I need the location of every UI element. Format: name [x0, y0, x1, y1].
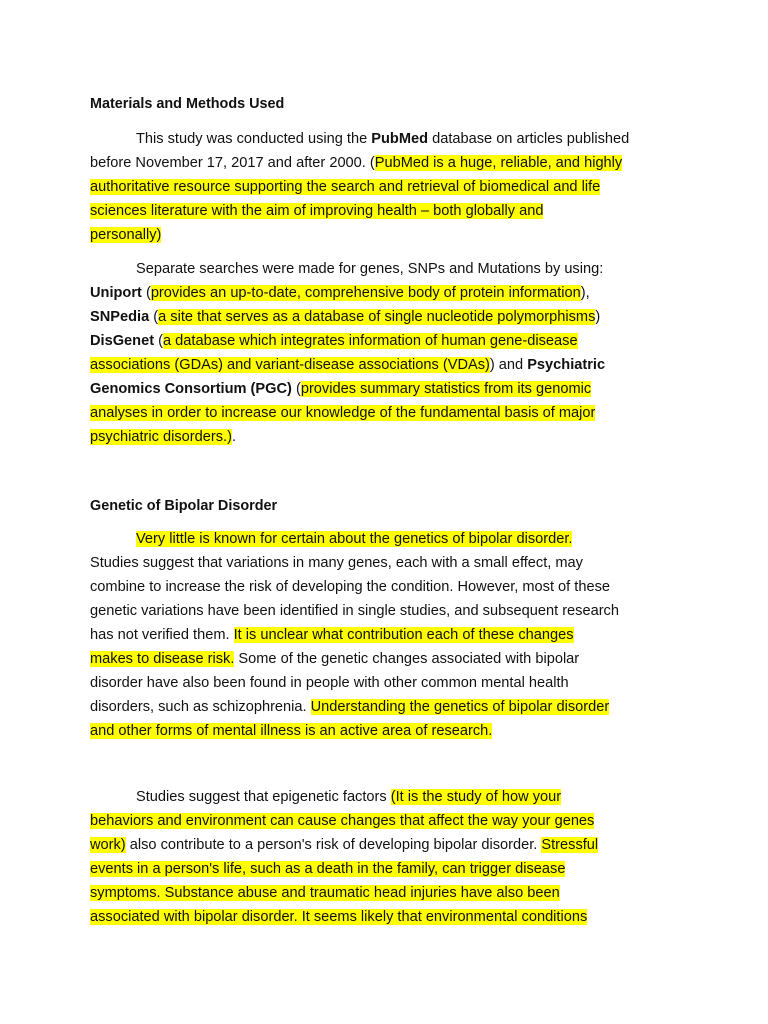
highlighted-text: (It is the study of how your [390, 789, 562, 805]
text-line [90, 785, 686, 809]
text-line [90, 833, 686, 857]
highlighted-text: psychiatric disorders.) [90, 429, 232, 445]
text-line [90, 353, 686, 377]
text-line [90, 647, 686, 671]
bold-term-pgc: Genomics Consortium (PGC) [90, 381, 292, 397]
section-heading-genetic-bipolar: Genetic of Bipolar Disorder [90, 498, 278, 514]
text-run: Separate searches were made for genes, SNPs and Mutations by using: [136, 261, 604, 277]
text-line [90, 809, 686, 833]
text-run: also contribute to a person's risk of developing bipolar disorder. [125, 837, 542, 853]
bold-term-snpedia: SNPedia [90, 309, 150, 325]
text-line [90, 377, 686, 401]
text-run: This study was conducted using the [136, 131, 372, 147]
text-line [90, 223, 686, 247]
text-line [90, 281, 686, 305]
text-line [90, 127, 686, 151]
text-line [90, 527, 686, 551]
text-line [90, 401, 686, 425]
text-run: ), [580, 285, 590, 301]
text-line [90, 575, 686, 599]
text-run: . [231, 429, 236, 445]
text-line [90, 623, 686, 647]
text-run: database on articles published [428, 131, 630, 147]
text-run: Some of the genetic changes associated with bipolar [234, 651, 580, 667]
text-run: combine to increase the risk of developing the condition. However, most of these [90, 579, 610, 595]
text-run: ( [291, 381, 301, 397]
highlighted-text: sciences literature with the aim of improving health – both globally and [90, 203, 544, 219]
text-run: ( [141, 285, 151, 301]
highlighted-text: associated with bipolar disorder. It seems likely that environmental conditions [90, 909, 588, 925]
bold-term-pubmed: PubMed [371, 131, 429, 147]
text-run: ) and [489, 357, 528, 373]
text-run: genetic variations have been identified in single studies, and subsequent research [90, 603, 619, 619]
text-run: Studies suggest that epigenetic factors [136, 789, 391, 805]
text-line [90, 551, 686, 575]
highlighted-text: analyses in order to increase our knowledge of the fundamental basis of major [90, 405, 596, 421]
text-run: has not verified them. [90, 627, 234, 643]
highlighted-text: Understanding the genetics of bipolar disorder [310, 699, 610, 715]
highlighted-text: work) [90, 837, 126, 853]
text-line [90, 719, 686, 743]
text-line [90, 257, 686, 281]
paragraph-genetics [90, 527, 686, 743]
highlighted-text: Very little is known for certain about the genetics of bipolar disorder. [136, 531, 573, 547]
text-run: ( [154, 333, 163, 349]
document-page [90, 0, 686, 1024]
text-run: ( [149, 309, 159, 325]
text-run: ) [595, 309, 601, 325]
text-line [90, 425, 686, 449]
highlighted-text: behaviors and environment can cause changes that affect the way your genes [90, 813, 595, 829]
highlighted-text: PubMed is a huge, reliable, and highly [374, 155, 623, 171]
text-line [90, 199, 686, 223]
highlighted-text: a database which integrates information of human gene-disease [163, 333, 578, 349]
text-line [90, 329, 686, 353]
text-line [90, 599, 686, 623]
text-line [90, 671, 686, 695]
highlighted-text: It is unclear what contribution each of these changes [233, 627, 574, 643]
text-line [90, 857, 686, 881]
highlighted-text: and other forms of mental illness is an active area of research. [90, 723, 493, 739]
bold-term-uniport: Uniport [90, 285, 142, 301]
highlighted-text: makes to disease risk. [90, 651, 235, 667]
text-line [90, 175, 686, 199]
text-run: Studies suggest that variations in many genes, each with a small effect, may [90, 555, 583, 571]
highlighted-text: personally) [90, 227, 162, 243]
highlighted-text: a site that serves as a database of single nucleotide polymorphisms [158, 309, 596, 325]
text-line [90, 305, 686, 329]
bold-term-psychiatric: Psychiatric [527, 357, 606, 373]
highlighted-text: provides an up-to-date, comprehensive body of protein information [150, 285, 581, 301]
text-line [90, 695, 686, 719]
paragraph-databases [90, 257, 686, 449]
text-run: disorder have also been found in people with other common mental health [90, 675, 569, 691]
highlighted-text: events in a person's life, such as a death in the family, can trigger disease [90, 861, 566, 877]
text-run: disorders, such as schizophrenia. [90, 699, 311, 715]
highlighted-text: associations (GDAs) and variant-disease associations (VDAs) [90, 357, 490, 373]
text-line [90, 151, 686, 175]
bold-term-disgenet: DisGenet [90, 333, 155, 349]
paragraph-epigenetics [90, 785, 686, 929]
highlighted-text: Stressful [541, 837, 599, 853]
highlighted-text: authoritative resource supporting the search and retrieval of biomedical and life [90, 179, 601, 195]
text-line [90, 905, 686, 929]
highlighted-text: provides summary statistics from its genomic [300, 381, 592, 397]
paragraph-pubmed [90, 127, 686, 247]
highlighted-text: symptoms. Substance abuse and traumatic head injuries have also been [90, 885, 560, 901]
text-line [90, 881, 686, 905]
section-heading-materials-methods: Materials and Methods Used [90, 96, 285, 112]
text-run: before November 17, 2017 and after 2000. ( [90, 155, 375, 171]
